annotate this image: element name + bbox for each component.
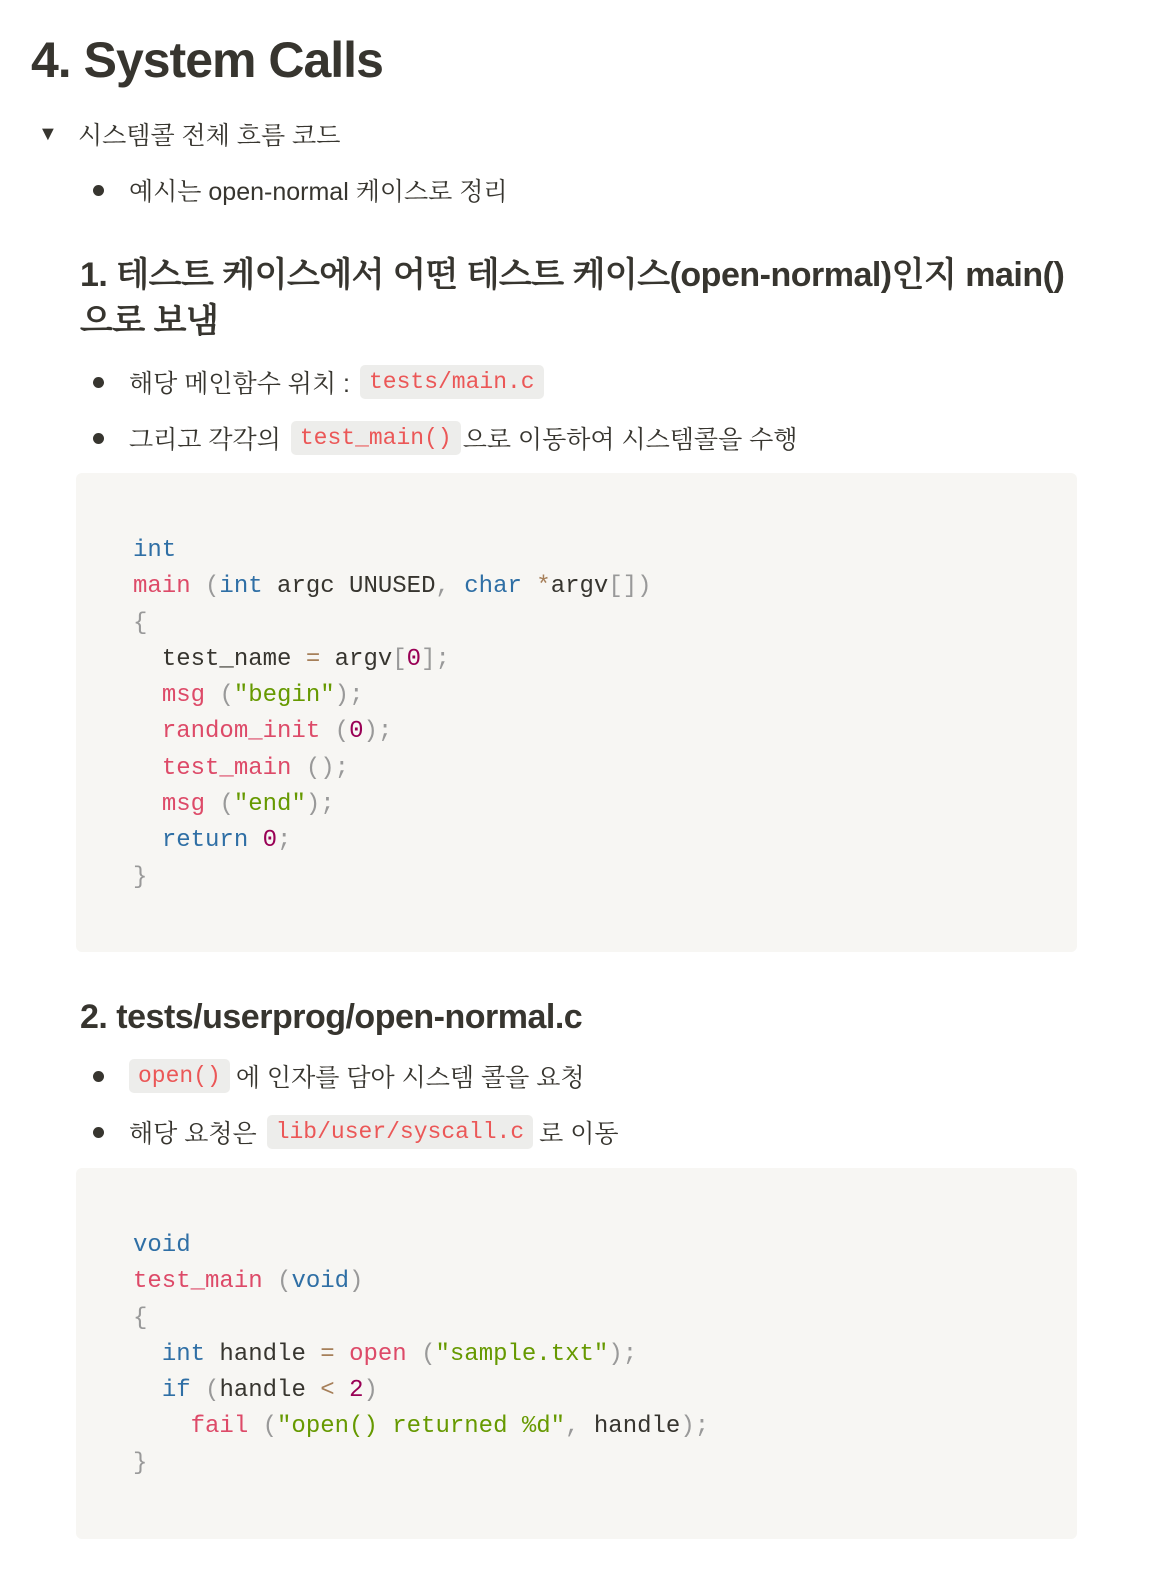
inline-code: tests/main.c [360,365,544,399]
inline-code: lib/user/syscall.c [267,1115,533,1149]
bullet-dot-icon [93,185,104,196]
section-2-heading: 2. tests/userprog/open-normal.c [80,998,583,1036]
bullet-text: 그리고 각각의 [129,426,281,454]
bullet-dot-icon [93,433,104,444]
section-1-heading-line-2: 으로 보냄 [80,302,219,340]
bullet-text: 해당 메인함수 위치 : [129,370,350,398]
bullet-text: 해당 요청은 [129,1120,257,1148]
list-item [93,360,548,404]
bullet-dot-icon [93,377,104,388]
bullet-text: 에 인자를 담아 시스템 콜을 요청 [235,1064,585,1092]
section-1-heading [80,252,1070,344]
code-block-main[interactable] [76,473,1077,952]
bullet-text: 으로 이동하여 시스템콜을 수행 [462,426,798,454]
code-content: int main (int argc UNUSED, char *argv[]) { test_name = argv[0]; msg ("begin"); random_init (0); test_main (); msg ("end"); return 0; } [133,537,652,891]
toggle-label: 시스템콜 전체 흐름 코드 [78,122,341,150]
code-content: void test_main (void) { int handle = open ("sample.txt"); if (handle < 2) fail ("open() returned %d", handle); } [133,1232,710,1477]
list-item [93,416,797,460]
toggle-block[interactable] [38,112,340,156]
bullet-dot-icon [93,1071,104,1082]
bullet-dot-icon [93,1127,104,1138]
list-item [93,168,508,212]
code-block-test-main[interactable] [76,1168,1077,1539]
inline-code: test_main() [291,421,461,455]
bullet-text: 예시는 open-normal 케이스로 정리 [129,178,508,206]
toggle-triangle-icon[interactable]: ▼ [38,122,58,145]
bullet-text: 로 이동 [539,1120,619,1148]
inline-code: open() [129,1059,230,1093]
section-1-heading-line-1: 1. 테스트 케이스에서 어떤 테스트 케이스(open-normal)인지 main() [80,256,1065,294]
page-title: 4. System Calls [31,32,383,88]
list-item [93,1110,619,1154]
list-item [93,1054,585,1098]
